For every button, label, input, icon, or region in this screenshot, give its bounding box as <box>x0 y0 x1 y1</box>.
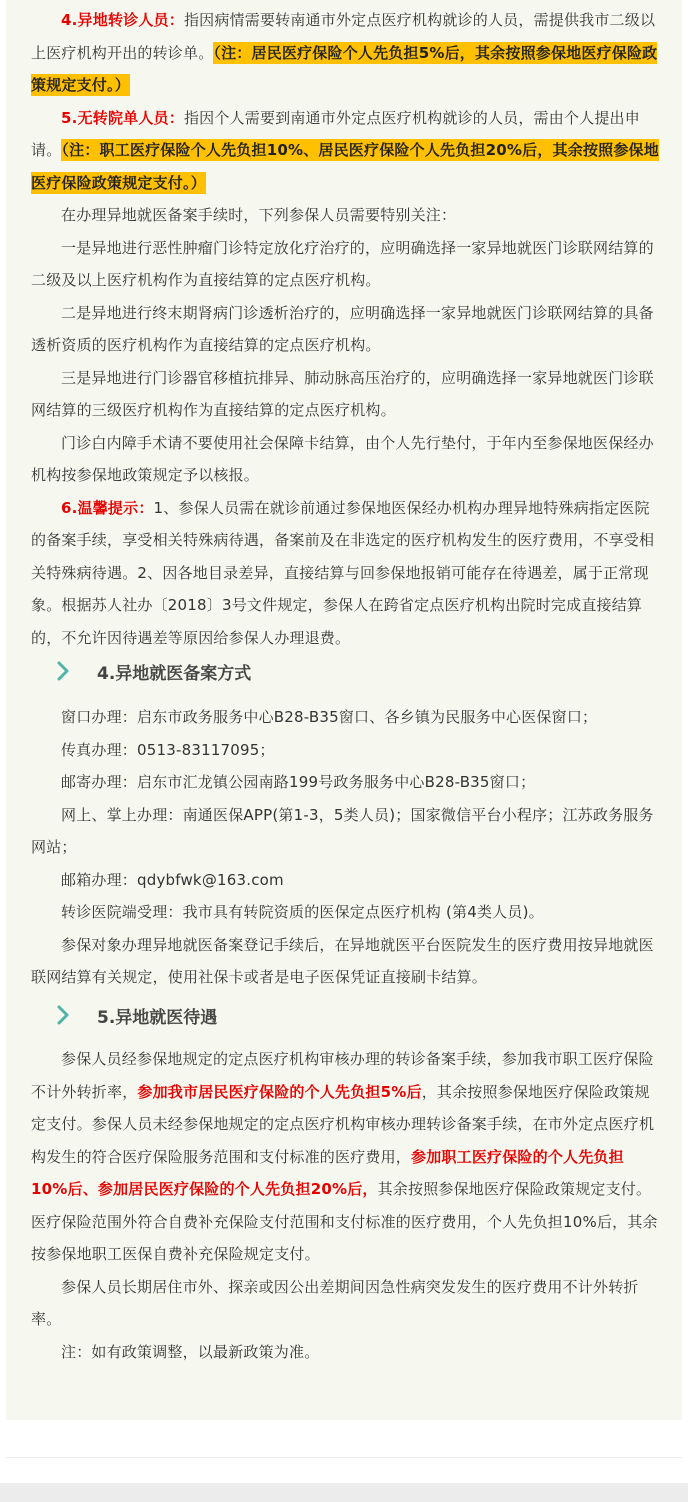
list-item-mail: 邮寄办理：启东市汇龙镇公园南路199号政务服务中心B28-B35窗口； <box>61 773 536 791</box>
tips-label: 6.温馨提示： <box>61 498 154 517</box>
paragraph-attention: 在办理异地就医备案手续时，下列参保人员需要特别关注： <box>61 206 457 224</box>
text-segment: 参保人员经参保地规定的定点医疗机构审核办理的转诊备案手续，参加我市职工医疗保险不计外转折率， <box>31 1050 654 1101</box>
item-text: 指因个人需要到南通市外定点医疗机构就诊的人员，需由个人提出申请。 <box>31 108 640 159</box>
list-item-email: 邮箱办理：qdybfwk@163.com <box>61 870 284 889</box>
paragraph-transfer-patients <box>6 4 682 102</box>
paragraph-tumor: 一是异地进行恶性肿瘤门诊特定放化疗治疗的，应明确选择一家异地就医门诊联网结算的二级及以上医疗机构作为直接结算的定点医疗机构。 <box>31 238 654 289</box>
red-emphasis: 参加职工医疗保险的个人先负担10%后、参加居民医疗保险的个人先负担20%后， <box>31 1147 624 1198</box>
item-label: .异地转诊人员： <box>71 11 184 29</box>
paragraph-tips <box>6 492 682 655</box>
section-5-header <box>6 1000 682 1030</box>
divider <box>6 1457 682 1458</box>
paragraph-settlement: 参保对象办理异地就医备案登记手续后，在异地就医平台医院发生的医疗费用按异地就医联网结算有关规定，使用社保卡或者是电子医保凭证直接刷卡结算。 <box>31 935 654 986</box>
item-text: 指因病情需要转南通市外定点医疗机构就诊的人员，需提供我市二级以上医疗机构开出的转诊单。 <box>31 11 656 62</box>
section-title: 4.异地就医备案方式 <box>97 663 252 684</box>
red-emphasis: 参加我市居民医疗保险的个人先负担5%后 <box>137 1082 422 1101</box>
chevron-right-icon <box>56 661 70 681</box>
section-4-body <box>6 701 682 994</box>
item-number: 5 <box>61 108 72 127</box>
text-segment: 其余按照参保地医疗保险政策规定支付。医疗保险范围外符合自费补充保险支付范围和支付标准的医疗费用，个人先负担10%后，其余按参保地职工医保自费补充保险规定支付。 <box>31 1180 658 1263</box>
paragraph-note: 注：如有政策调整，以最新政策为准。 <box>61 1342 320 1361</box>
list-item-fax: 传真办理：0513-83117095； <box>61 740 275 759</box>
chevron-right-icon <box>56 1005 70 1025</box>
paragraph-cataract: 门诊白内障手术请不要使用社会保障卡结算，由个人先行垫付，于年内至参保地医保经办机构按参保地政策规定予以核报。 <box>31 433 654 484</box>
list-item-window: 窗口办理：启东市政务服务中心B28-B35窗口、各乡镇为民服务中心医保窗口； <box>61 708 598 726</box>
item-label: .无转院单人员： <box>71 108 184 127</box>
tips-text: 1、参保人员需在就诊前通过参保地医保经办机构办理异地特殊病指定医院的备案手续，享受相关特殊病待遇，备案前及在非选定的医疗机构发生的医疗费用，不享受相关特殊病待遇。2、因各地目录差异，直接结算与回参保地报销可能存在待遇差，属于正常现象。根据苏人社办〔2018〕3号文件规定，参保人在跨省定点医疗机构出院时完成直接结算的，不允许因待遇差等原因给参保人办理退费。 <box>31 498 655 647</box>
item-number: 4 <box>61 11 72 29</box>
text-segment: ，其余按照参保地医疗保险政策规定支付。参保人员未经参保地规定的定点医疗机构审核办理转诊备案手续，在市外定点医疗机构发生的符合医疗保险服务范围和支付标准的医疗费用， <box>31 1082 655 1166</box>
highlight-note: （注：居民医疗保险个人先负担5%后，其余按照参保地医疗保险政策规定支付。） <box>31 43 658 94</box>
paragraph-transplant: 三是异地进行门诊器官移植抗排异、肺动脉高压治疗的，应明确选择一家异地就医门诊联网结算的三级医疗机构作为直接结算的定点医疗机构。 <box>31 368 654 419</box>
paragraph-no-referral <box>6 102 682 200</box>
paragraph-benefits <box>6 1043 682 1271</box>
block-transfer-rules <box>6 4 682 654</box>
highlight-note: （注：职工医疗保险个人先负担10%、居民医疗保险个人先负担20%后，其余按照参保地医疗保险政策规定支付。） <box>31 141 659 192</box>
paragraph-dialysis: 二是异地进行终末期肾病门诊透析治疗的，应明确选择一家异地就医门诊联网结算的具备透析资质的医疗机构作为直接结算的定点医疗机构。 <box>31 303 654 354</box>
list-item-online: 网上、掌上办理：南通医保APP(第1-3，5类人员)；国家微信平台小程序；江苏政务服务网站； <box>31 805 654 856</box>
section-4-header <box>6 656 682 686</box>
article-card <box>6 0 682 1420</box>
section-title: 5.异地就医待遇 <box>97 1007 218 1028</box>
paragraph-emergency: 参保人员长期居住市外、探亲或因公出差期间因急性病突发发生的医疗费用不计外转折率。 <box>31 1277 639 1328</box>
footer-bar <box>0 1483 688 1502</box>
list-item-hospital: 转诊医院端受理：我市具有转院资质的医保定点医疗机构 (第4类人员)。 <box>61 903 544 921</box>
section-5-body <box>6 1043 682 1368</box>
